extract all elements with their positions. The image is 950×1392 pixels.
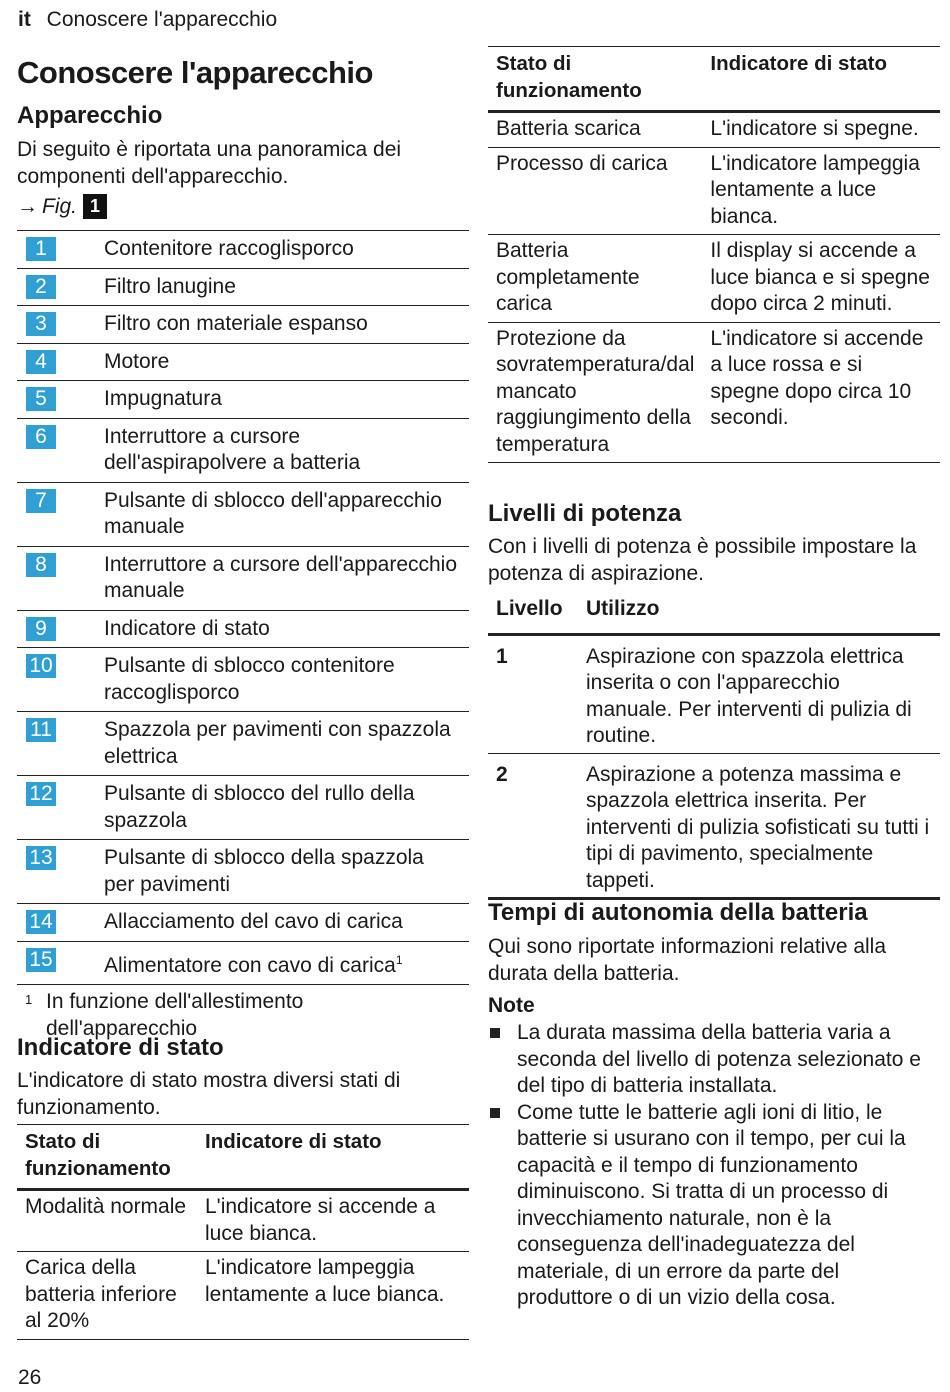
component-name-text: Contenitore raccoglisporco: [104, 237, 354, 260]
component-name: [104, 845, 469, 898]
list-item: [17, 306, 469, 344]
component-number-badge: 2: [26, 275, 56, 299]
page-number: 26: [18, 1366, 42, 1389]
level-cell: 1: [496, 644, 508, 668]
table-row: [17, 1252, 469, 1340]
status-table-left: [17, 1124, 469, 1340]
component-name-text: Spazzola per pavimenti con spazzola elettrica: [104, 718, 451, 768]
component-name: [104, 552, 469, 605]
component-name: [104, 274, 469, 301]
list-item: [17, 344, 469, 382]
indicator-cell: L'indicatore lampeggia lentamente a luce bianca.: [710, 151, 920, 228]
component-name: [104, 349, 469, 376]
section-heading-indicatore: Indicatore di stato: [17, 1034, 224, 1061]
component-name: [104, 653, 469, 706]
list-item: [17, 648, 469, 712]
note-text: La durata massima della batteria varia a seconda del livello di potenza selezionato e del tipo di batteria installata.: [517, 1021, 921, 1097]
component-number-badge: 7: [26, 489, 56, 513]
figure-label: Fig.: [42, 194, 78, 218]
table-header-row: [488, 592, 940, 634]
square-bullet-icon: [490, 1028, 500, 1038]
power-levels-table: [488, 592, 940, 900]
note-text: Come tutte le batterie agli ioni di litio, le batterie si usurano con il tempo, per cui la capacità e il tempo di funzionamento diminuiscono. Si tratta di un processo di invecchiamento naturale, non è la conseguenza dell'inadeguatezza del materiale, di un errore da parte del produttore o di un vizio della cosa.: [517, 1100, 906, 1309]
footnote-reference: 1: [395, 952, 403, 967]
power-levels-body: [488, 634, 940, 899]
component-number-badge: 11: [26, 718, 56, 742]
component-name-text: Alimentatore con cavo di carica: [104, 953, 396, 977]
state-cell: Protezione da sovratemperatura/dal mancato raggiungimento della temperatura: [496, 326, 695, 456]
component-number-badge: 14: [26, 910, 56, 934]
use-cell: Aspirazione con spazzola elettrica inserita o con l'apparecchio manuale. Per interventi di pulizia di routine.: [586, 644, 912, 747]
component-name-text: Pulsante di sblocco del rullo della spazzola: [104, 782, 415, 832]
component-name: [104, 386, 469, 413]
component-number-badge: 15: [26, 948, 56, 972]
footnote-text: In funzione dell'allestimento dell'apparecchio: [46, 990, 304, 1040]
section-heading-apparecchio: Apparecchio: [17, 102, 163, 129]
list-item: [17, 381, 469, 419]
component-number-badge: 8: [26, 553, 56, 577]
footnote-mark: 1: [25, 992, 33, 1007]
table-header-row: [488, 47, 940, 112]
page-title: Conoscere l'apparecchio: [17, 55, 373, 90]
use-cell: Aspirazione a potenza massima e spazzola elettrica inserita. Per interventi di pulizia sofisticati su tutti i tipi di pavimento, specialmente tappeti.: [586, 762, 930, 892]
indicator-cell: L'indicatore si accende a luce bianca.: [205, 1195, 436, 1245]
list-item: [17, 231, 469, 269]
component-number-badge: 1: [26, 237, 56, 261]
list-item: [17, 712, 469, 776]
state-cell: Batteria completamente carica: [496, 239, 640, 315]
column-header-indicator: Indicatore di stato: [710, 52, 887, 75]
header-title: Conoscere l'apparecchio: [46, 8, 278, 31]
component-number-badge: 12: [26, 782, 56, 806]
component-name: [104, 781, 469, 834]
indicator-cell: L'indicatore si accende a luce rossa e si spegne dopo circa 10 secondi.: [710, 326, 924, 429]
list-item: [17, 776, 469, 840]
note-item: [488, 1100, 940, 1312]
table-header-row: [17, 1125, 469, 1190]
list-item: [17, 419, 469, 483]
level-cell: 2: [496, 762, 508, 786]
table-row: [488, 322, 940, 463]
component-list: [17, 230, 469, 985]
component-name: [104, 236, 469, 263]
indicator-cell: L'indicatore si spegne.: [710, 117, 919, 140]
component-number-badge: 4: [26, 350, 56, 374]
table-row: [488, 112, 940, 148]
component-number-badge: 13: [26, 846, 56, 870]
section-heading-tempi: Tempi di autonomia della batteria: [488, 899, 868, 926]
livelli-intro: Con i livelli di potenza è possibile impostare la potenza di aspirazione.: [488, 535, 917, 585]
state-cell: Modalità normale: [25, 1195, 187, 1218]
language-code: it: [18, 8, 31, 31]
section-heading-livelli: Livelli di potenza: [488, 500, 682, 527]
component-number-badge: 5: [26, 387, 56, 411]
column-header-use: Utilizzo: [586, 597, 660, 620]
list-item: [17, 269, 469, 307]
column-header-indicator: Indicatore di stato: [205, 1130, 382, 1153]
component-name-text: Filtro lanugine: [104, 274, 236, 298]
component-name: [104, 947, 469, 980]
component-name-text: Filtro con materiale espanso: [104, 312, 368, 335]
notes-heading: Note: [488, 994, 535, 1017]
column-header-state: Stato di funzionamento: [25, 1130, 171, 1180]
list-item: [17, 904, 469, 942]
component-name-text: Indicatore di stato: [104, 616, 270, 640]
table-row: [17, 1190, 469, 1252]
component-name-text: Interruttore a cursore dell'apparecchio manuale: [104, 552, 458, 602]
indicator-cell: L'indicatore lampeggia lentamente a luce bianca.: [205, 1256, 445, 1306]
state-cell: Batteria scarica: [496, 117, 641, 140]
component-name: [104, 717, 469, 770]
component-name-text: Impugnatura: [104, 387, 222, 410]
table-row: [488, 235, 940, 323]
list-item: [17, 942, 469, 986]
note-item: [488, 1020, 940, 1100]
figure-number-badge: 1: [83, 194, 107, 219]
list-item: [17, 547, 469, 611]
component-name-text: Motore: [104, 349, 170, 373]
status-table-right-body: [488, 112, 940, 463]
state-cell: Carica della batteria inferiore al 20%: [25, 1256, 177, 1332]
component-name: [104, 909, 469, 936]
table-row: [488, 753, 940, 899]
square-bullet-icon: [490, 1108, 500, 1118]
component-name-text: Pulsante di sblocco della spazzola per pavimenti: [104, 846, 424, 896]
arrow-right-icon: →: [17, 194, 38, 218]
indicatore-intro: L'indicatore di stato mostra diversi stati di funzionamento.: [17, 1069, 401, 1119]
component-number-badge: 9: [26, 617, 56, 641]
component-number-badge: 3: [26, 312, 56, 336]
apparecchio-intro: Di seguito è riportata una panoramica dei componenti dell'apparecchio.: [17, 138, 402, 188]
component-number-badge: 6: [26, 425, 56, 449]
component-name-text: Allacciamento del cavo di carica: [104, 910, 403, 933]
component-name-text: Interruttore a cursore dell'aspirapolvere a batteria: [104, 424, 361, 474]
component-name-text: Pulsante di sblocco dell'apparecchio manuale: [104, 488, 442, 538]
notes-list: [488, 1020, 940, 1312]
page-header: [18, 8, 277, 32]
column-header-level: Livello: [496, 597, 563, 620]
table-row: [488, 634, 940, 753]
figure-reference: [17, 194, 107, 219]
list-item: [17, 611, 469, 649]
column-header-state: Stato di funzionamento: [496, 52, 642, 102]
component-number-badge: 10: [26, 654, 56, 678]
list-item: [17, 840, 469, 904]
status-table-right: [488, 46, 940, 463]
state-cell: Processo di carica: [496, 151, 668, 175]
status-table-left-body: [17, 1190, 469, 1340]
component-name: [104, 488, 469, 541]
tempi-intro: Qui sono riportate informazioni relative alla durata della batteria.: [488, 935, 887, 985]
indicator-cell: Il display si accende a luce bianca e si spegne dopo circa 2 minuti.: [710, 239, 930, 315]
component-name: [104, 424, 469, 477]
table-row: [488, 147, 940, 235]
component-name: [104, 311, 469, 338]
list-item: [17, 483, 469, 547]
component-name: [104, 616, 469, 643]
component-name-text: Pulsante di sblocco contenitore raccoglisporco: [104, 654, 395, 704]
